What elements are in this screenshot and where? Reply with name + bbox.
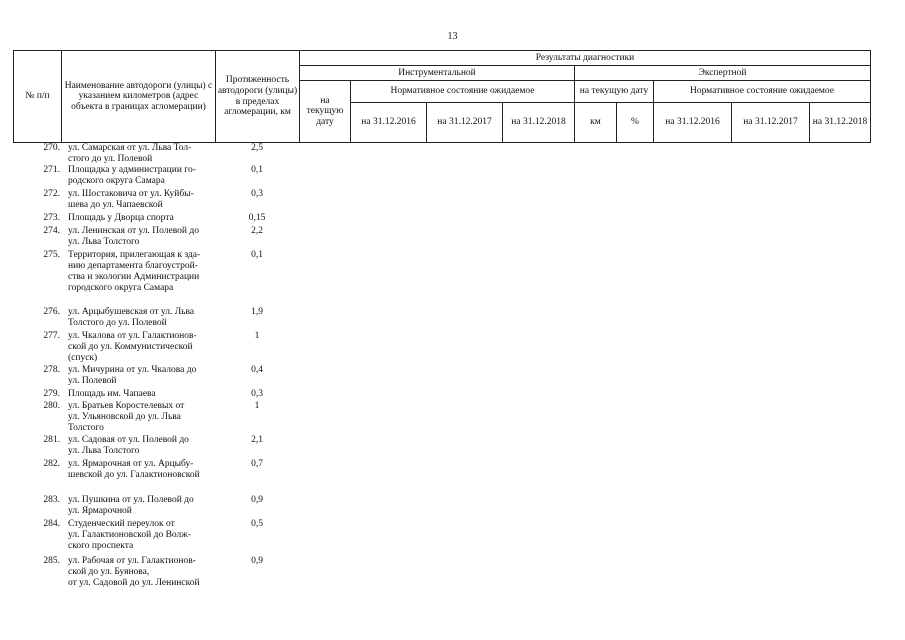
row-number: 275.	[43, 250, 60, 260]
road-name: ул. Арцыбушевская от ул. Льва Толстого до ул. Полевой	[68, 307, 195, 328]
table-row	[13, 435, 303, 459]
road-name: ул. Ярмарочная от ул. Арцыбу- шевской до ул. Галактионовской	[68, 459, 200, 480]
header-road-name: Наименование автодороги (улицы) с указанием километров (адрес объекта в границах агломерации)	[62, 51, 216, 143]
road-length: 0,1	[251, 165, 263, 175]
road-name: Площадка у администрации го- родского округа Самара	[68, 165, 196, 186]
header-normative-expert: Нормативное состояние ожидаемое	[654, 81, 871, 103]
road-name: Студенческий переулок от ул. Галактионовской до Волж- ского проспекта	[68, 519, 192, 551]
table-row	[13, 401, 303, 435]
table-row	[13, 226, 303, 250]
row-number: 282.	[43, 459, 60, 469]
row-number: 273.	[43, 213, 60, 223]
row-number: 272.	[43, 189, 60, 199]
road-name: Площадь им. Чапаева	[68, 389, 156, 399]
road-name: ул. Чкалова от ул. Галактионов- ской до ул. Коммунистической (спуск)	[68, 331, 197, 363]
header-instr-date-2018: на 31.12.2018	[503, 103, 575, 143]
header-current-date-instrumental: на текущую дату	[300, 81, 351, 143]
road-length: 0,9	[251, 495, 263, 505]
road-length: 2,2	[251, 226, 263, 236]
table-row	[13, 459, 303, 495]
road-length: 2,5	[251, 143, 263, 153]
road-name: ул. Ленинская от ул. Полевой до ул. Льва Толстого	[68, 226, 199, 247]
road-name: ул. Братьев Коростелевых от ул. Ульяновской до ул. Льва Толстого	[68, 401, 185, 433]
road-name: Площадь у Дворца спорта	[68, 213, 174, 223]
table-row	[13, 495, 303, 519]
road-length: 0,4	[251, 365, 263, 375]
row-number: 285.	[43, 556, 60, 566]
table-row	[13, 519, 303, 556]
table-row	[13, 143, 303, 165]
header-normative-instrumental: Нормативное состояние ожидаемое	[351, 81, 575, 103]
road-length: 0,1	[251, 250, 263, 260]
header-instrumental: Инструментальной	[300, 66, 575, 81]
table-row	[13, 389, 303, 401]
road-length: 1	[254, 331, 260, 341]
row-number: 278.	[43, 365, 60, 375]
row-number: 270.	[43, 143, 60, 153]
page-number: 13	[447, 31, 458, 42]
header-expert-date-2016: на 31.12.2016	[654, 103, 732, 143]
header-expert-current-km: км	[575, 103, 617, 143]
header-expert-date-2017: на 31.12.2017	[732, 103, 810, 143]
table-header	[13, 50, 871, 143]
road-length: 0,15	[248, 213, 266, 223]
row-number: 274.	[43, 226, 60, 236]
table-row	[13, 250, 303, 307]
road-name: ул. Рабочая от ул. Галактионов- ской до ул. Буянова, от ул. Садовой до ул. Ленинской	[68, 556, 200, 588]
road-name: ул. Мичурина от ул. Чкалова до ул. Полевой	[68, 365, 197, 386]
row-number: 281.	[43, 435, 60, 445]
road-length: 0,9	[251, 556, 263, 566]
road-name: ул. Садовая от ул. Полевой до ул. Льва Толстого	[68, 435, 189, 456]
road-name: ул. Пушкина от ул. Полевой до ул. Ярмарочной	[68, 495, 194, 516]
row-number: 283.	[43, 495, 60, 505]
table-row	[13, 307, 303, 331]
header-expert: Экспертной	[575, 66, 871, 81]
row-number: 280.	[43, 401, 60, 411]
road-length: 0,3	[251, 189, 263, 199]
table-row	[13, 556, 303, 590]
road-name: Территория, прилегающая к зда- нию департамента благоустрой- ства и экологии Администрации городского округа Самара	[68, 250, 201, 293]
header-num: № п/п	[14, 51, 62, 143]
row-number: 279.	[43, 389, 60, 399]
row-number: 277.	[43, 331, 60, 341]
header-expert-current-pct: %	[617, 103, 654, 143]
header-expert-date-2018: на 31.12.2018	[810, 103, 871, 143]
road-name: ул. Шостаковича от ул. Куйбы- шева до ул. Чапаевской	[68, 189, 194, 210]
header-instr-date-2016: на 31.12.2016	[351, 103, 427, 143]
table-row	[13, 365, 303, 389]
table-row	[13, 331, 303, 365]
road-length: 1,9	[251, 307, 263, 317]
header-length: Протяженность автодороги (улицы) в пределах агломерации, км	[216, 51, 300, 143]
table-row	[13, 213, 303, 226]
road-length: 1	[254, 401, 260, 411]
row-number: 276.	[43, 307, 60, 317]
row-number: 284.	[43, 519, 60, 529]
header-current-date-expert: на текущую дату	[575, 81, 654, 103]
road-length: 2,1	[251, 435, 263, 445]
road-length: 0,3	[251, 389, 263, 399]
table-body	[13, 143, 303, 590]
road-name: ул. Самарская от ул. Льва Тол- стого до ул. Полевой	[68, 143, 192, 164]
road-length: 0,5	[251, 519, 263, 529]
table-row	[13, 189, 303, 213]
header-results: Результаты диагностики	[300, 51, 871, 66]
table-row	[13, 165, 303, 189]
road-length: 0,7	[251, 459, 263, 469]
row-number: 271.	[43, 165, 60, 175]
header-instr-date-2017: на 31.12.2017	[427, 103, 503, 143]
